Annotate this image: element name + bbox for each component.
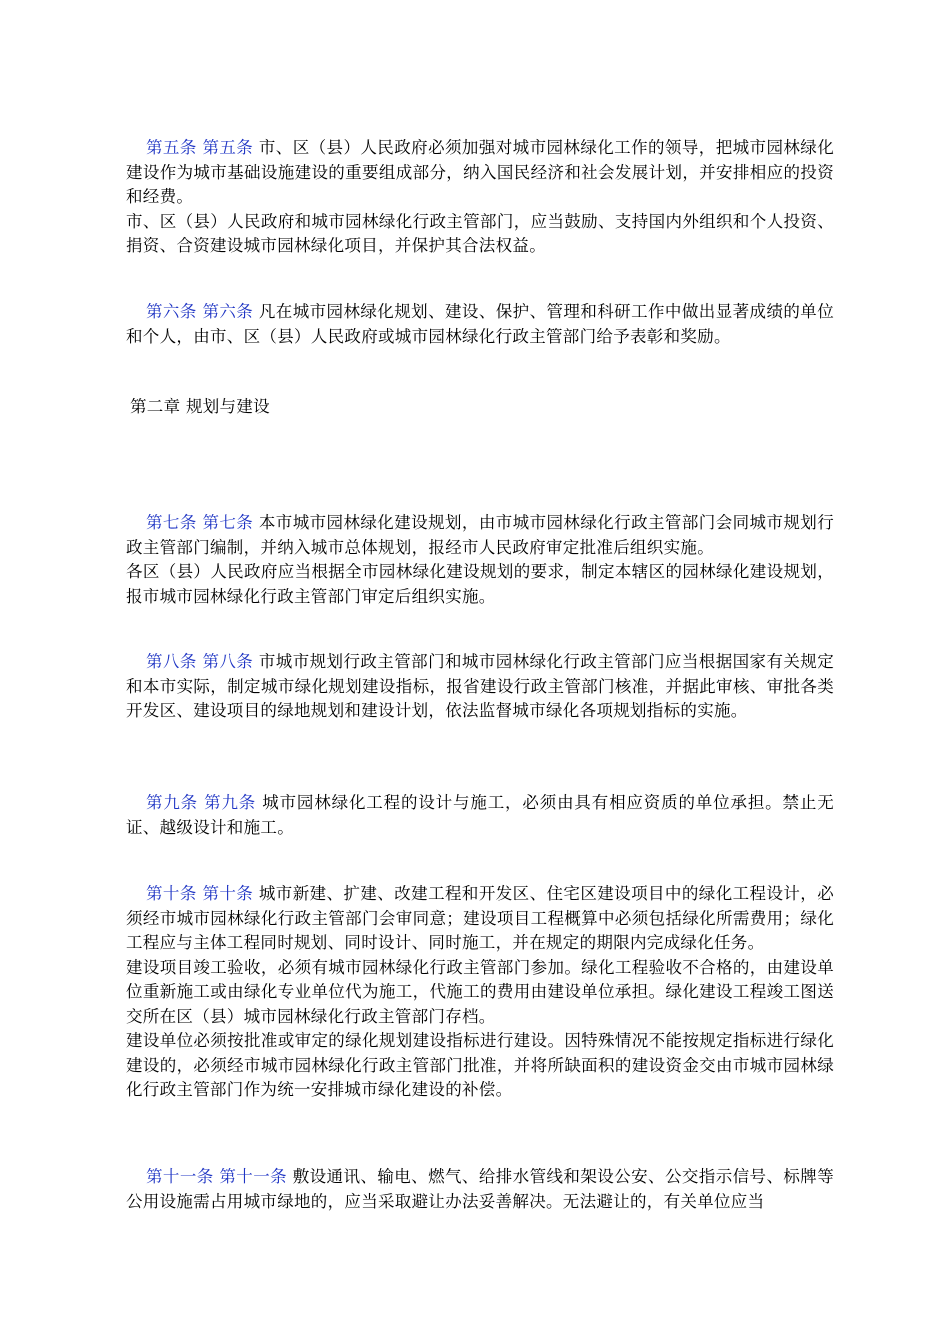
article-label: 第九条 [204,793,257,812]
article-paragraph: 各区（县）人民政府应当根据全市园林绿化建设规划的要求，制定本辖区的园林绿化建设规划，报市城市园林绿化行政主管部门审定后组织实施。 [126,562,834,606]
article-7 [126,511,834,609]
chapter-heading: 第二章 规划与建设 [130,397,270,416]
article-text: 市城市规划行政主管部门和城市园林绿化行政主管部门应当根据国家有关规定和本市实际，制定城市绿化规划建设指标，报省建设行政主管部门核准，并据此审核、审批各类开发区、建设项目的绿地规划和建设计划，依法监督城市绿化各项规划指标的实施。 [126,652,835,720]
article-text: 本市城市园林绿化建设规划，由市城市园林绿化行政主管部门会同城市规划行政主管部门编制，并纳入城市总体规划，报经市人民政府审定批准后组织实施。 [126,513,835,557]
article-label: 第六条 [146,302,197,321]
article-label: 第七条 [146,513,197,532]
article-text: 敷设通讯、输电、燃气、给排水管线和架设公安、公交指示信号、标牌等公用设施需占用城市绿地的，应当采取避让办法妥善解决。无法避让的，有关单位应当 [126,1167,835,1211]
article-paragraph: 建设项目竣工验收，必须有城市园林绿化行政主管部门参加。绿化工程验收不合格的，由建设单位重新施工或由绿化专业单位代为施工，代施工的费用由建设单位承担。绿化建设工程竣工图送交所在区（县）城市园林绿化行政主管部门存档。 [126,957,834,1026]
article-paragraph: 建设单位必须按批准或审定的绿化规划建设指标进行建设。因特殊情况不能按规定指标进行绿化建设的，必须经市城市园林绿化行政主管部门批准，并将所缺面积的建设资金交由市城市园林绿化行政主管部门作为统一安排城市绿化建设的补偿。 [126,1031,834,1099]
article-text: 市、区（县）人民政府必须加强对城市园林绿化工作的领导，把城市园林绿化建设作为城市基础设施建设的重要组成部分，纳入国民经济和社会发展计划，并安排相应的投资和经费。 [126,138,835,206]
article-label: 第十条 [146,884,197,903]
article-label: 第五条 [146,138,197,157]
article-text: 城市新建、扩建、改建工程和开发区、住宅区建设项目中的绿化工程设计，必须经市城市园林绿化行政主管部门会审同意；建设项目工程概算中必须包括绿化所需费用；绿化工程应与主体工程同时规划、同时设计、同时施工，并在规定的期限内完成绿化任务。 [126,884,835,952]
article-6 [126,300,834,349]
article-text: 城市园林绿化工程的设计与施工，必须由具有相应资质的单位承担。禁止无证、越级设计和施工。 [126,793,834,837]
article-label: 第十一条 [219,1167,288,1186]
article-label: 第八条 [146,652,197,671]
article-5 [126,136,834,259]
article-11 [126,1165,834,1214]
article-8 [126,650,834,724]
article-label: 第九条 [146,793,199,812]
article-label: 第十一条 [146,1167,214,1186]
article-label: 第十条 [202,884,254,903]
article-text: 凡在城市园林绿化规划、建设、保护、管理和科研工作中做出显著成绩的单位和个人，由市、区（县）人民政府或城市园林绿化行政主管部门给予表彰和奖励。 [126,302,835,346]
article-10 [126,882,834,1103]
article-label: 第七条 [202,513,254,532]
article-label: 第五条 [202,138,254,157]
article-9 [126,791,834,840]
article-paragraph: 市、区（县）人民政府和城市园林绿化行政主管部门，应当鼓励、支持国内外组织和个人投资、捐资、合资建设城市园林绿化项目，并保护其合法权益。 [126,211,834,255]
article-label: 第八条 [202,652,254,671]
article-label: 第六条 [202,302,254,321]
